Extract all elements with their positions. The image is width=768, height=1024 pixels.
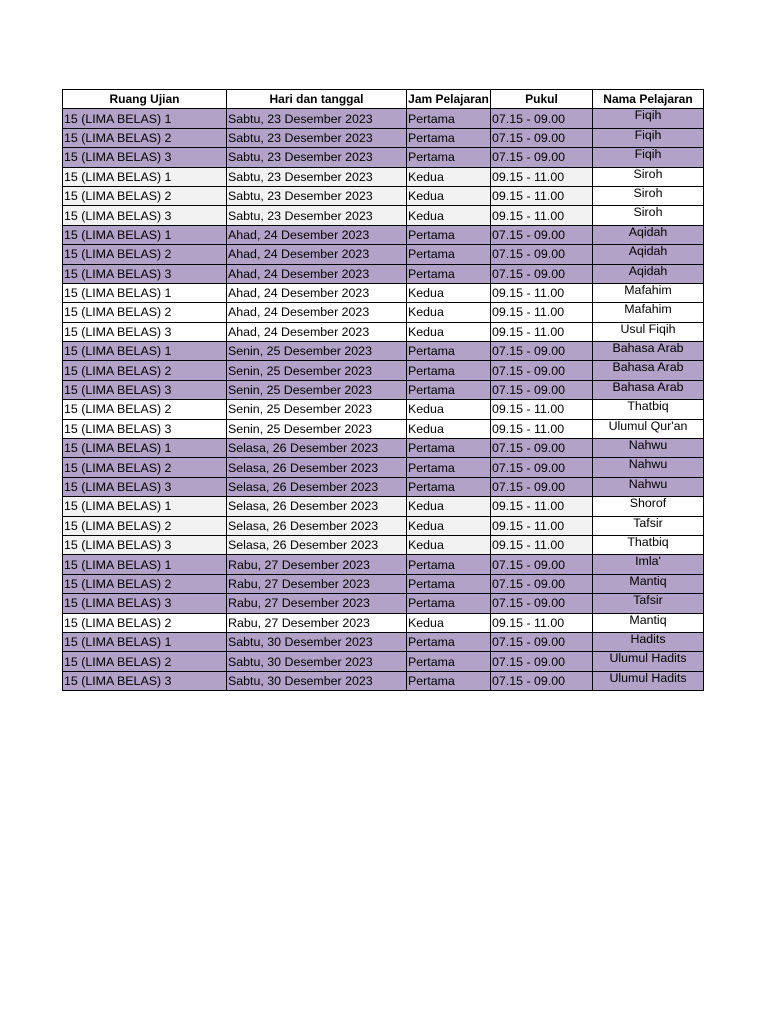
cell-pukul: 07.15 - 09.00: [491, 439, 593, 458]
cell-jam-pelajaran: Pertama: [407, 361, 491, 380]
table-row: [63, 632, 704, 651]
table-row: [63, 574, 704, 593]
cell-nama-pelajaran: Tafsir: [593, 594, 704, 613]
cell-pukul: 07.15 - 09.00: [491, 225, 593, 244]
cell-hari-dan-tanggal: Sabtu, 30 Desember 2023: [227, 671, 407, 690]
cell-hari-dan-tanggal: Sabtu, 23 Desember 2023: [227, 148, 407, 167]
cell-ruang-ujian: 15 (LIMA BELAS) 3: [63, 671, 227, 690]
cell-jam-pelajaran: Kedua: [407, 303, 491, 322]
cell-nama-pelajaran: Nahwu: [593, 439, 704, 458]
cell-pukul: 09.15 - 11.00: [491, 206, 593, 225]
cell-jam-pelajaran: Kedua: [407, 419, 491, 438]
cell-nama-pelajaran: Nahwu: [593, 477, 704, 496]
cell-pukul: 09.15 - 11.00: [491, 167, 593, 186]
cell-hari-dan-tanggal: Ahad, 24 Desember 2023: [227, 245, 407, 264]
table-row: [63, 342, 704, 361]
cell-pukul: 07.15 - 09.00: [491, 361, 593, 380]
table-row: [63, 245, 704, 264]
cell-ruang-ujian: 15 (LIMA BELAS) 1: [63, 283, 227, 302]
cell-jam-pelajaran: Pertama: [407, 458, 491, 477]
cell-nama-pelajaran: Siroh: [593, 167, 704, 186]
cell-ruang-ujian: 15 (LIMA BELAS) 1: [63, 555, 227, 574]
cell-hari-dan-tanggal: Sabtu, 23 Desember 2023: [227, 128, 407, 147]
cell-pukul: 07.15 - 09.00: [491, 671, 593, 690]
cell-nama-pelajaran: Imla': [593, 555, 704, 574]
table-row: [63, 652, 704, 671]
cell-ruang-ujian: 15 (LIMA BELAS) 3: [63, 477, 227, 496]
header-jam-pelajaran: Jam Pelajaran: [407, 90, 491, 109]
cell-jam-pelajaran: Kedua: [407, 400, 491, 419]
cell-jam-pelajaran: Pertama: [407, 594, 491, 613]
cell-hari-dan-tanggal: Senin, 25 Desember 2023: [227, 361, 407, 380]
cell-nama-pelajaran: Aqidah: [593, 264, 704, 283]
cell-ruang-ujian: 15 (LIMA BELAS) 2: [63, 458, 227, 477]
cell-ruang-ujian: 15 (LIMA BELAS) 1: [63, 342, 227, 361]
cell-ruang-ujian: 15 (LIMA BELAS) 1: [63, 439, 227, 458]
cell-hari-dan-tanggal: Selasa, 26 Desember 2023: [227, 439, 407, 458]
cell-hari-dan-tanggal: Sabtu, 23 Desember 2023: [227, 109, 407, 128]
cell-jam-pelajaran: Pertama: [407, 245, 491, 264]
header-hari-dan-tanggal: Hari dan tanggal: [227, 90, 407, 109]
cell-jam-pelajaran: Kedua: [407, 516, 491, 535]
cell-jam-pelajaran: Pertama: [407, 477, 491, 496]
cell-ruang-ujian: 15 (LIMA BELAS) 3: [63, 419, 227, 438]
cell-jam-pelajaran: Pertama: [407, 555, 491, 574]
cell-nama-pelajaran: Aqidah: [593, 225, 704, 244]
cell-hari-dan-tanggal: Ahad, 24 Desember 2023: [227, 225, 407, 244]
cell-hari-dan-tanggal: Rabu, 27 Desember 2023: [227, 613, 407, 632]
cell-jam-pelajaran: Pertama: [407, 342, 491, 361]
cell-ruang-ujian: 15 (LIMA BELAS) 3: [63, 206, 227, 225]
cell-ruang-ujian: 15 (LIMA BELAS) 2: [63, 574, 227, 593]
cell-hari-dan-tanggal: Rabu, 27 Desember 2023: [227, 555, 407, 574]
cell-nama-pelajaran: Usul Fiqih: [593, 322, 704, 341]
cell-nama-pelajaran: Siroh: [593, 206, 704, 225]
cell-jam-pelajaran: Kedua: [407, 283, 491, 302]
cell-pukul: 07.15 - 09.00: [491, 264, 593, 283]
cell-nama-pelajaran: Ulumul Qur'an: [593, 419, 704, 438]
table-row: [63, 400, 704, 419]
table-row: [63, 225, 704, 244]
cell-jam-pelajaran: Kedua: [407, 613, 491, 632]
cell-nama-pelajaran: Bahasa Arab: [593, 361, 704, 380]
cell-ruang-ujian: 15 (LIMA BELAS) 2: [63, 361, 227, 380]
table-body: [63, 109, 704, 691]
exam-schedule-table: [62, 89, 704, 691]
cell-ruang-ujian: 15 (LIMA BELAS) 3: [63, 148, 227, 167]
cell-nama-pelajaran: Tafsir: [593, 516, 704, 535]
cell-hari-dan-tanggal: Sabtu, 30 Desember 2023: [227, 652, 407, 671]
cell-ruang-ujian: 15 (LIMA BELAS) 3: [63, 535, 227, 554]
header-nama-pelajaran: Nama Pelajaran: [593, 90, 704, 109]
table-row: [63, 458, 704, 477]
cell-hari-dan-tanggal: Senin, 25 Desember 2023: [227, 419, 407, 438]
cell-hari-dan-tanggal: Selasa, 26 Desember 2023: [227, 535, 407, 554]
header-ruang-ujian: Ruang Ujian: [63, 90, 227, 109]
cell-nama-pelajaran: Mantiq: [593, 613, 704, 632]
cell-jam-pelajaran: Kedua: [407, 497, 491, 516]
cell-hari-dan-tanggal: Ahad, 24 Desember 2023: [227, 264, 407, 283]
cell-ruang-ujian: 15 (LIMA BELAS) 3: [63, 322, 227, 341]
cell-pukul: 07.15 - 09.00: [491, 109, 593, 128]
cell-pukul: 09.15 - 11.00: [491, 303, 593, 322]
cell-jam-pelajaran: Pertama: [407, 148, 491, 167]
cell-ruang-ujian: 15 (LIMA BELAS) 2: [63, 652, 227, 671]
cell-hari-dan-tanggal: Senin, 25 Desember 2023: [227, 342, 407, 361]
cell-jam-pelajaran: Pertama: [407, 671, 491, 690]
cell-nama-pelajaran: Siroh: [593, 186, 704, 205]
cell-pukul: 09.15 - 11.00: [491, 419, 593, 438]
table-row: [63, 419, 704, 438]
cell-jam-pelajaran: Kedua: [407, 186, 491, 205]
cell-nama-pelajaran: Hadits: [593, 632, 704, 651]
cell-nama-pelajaran: Aqidah: [593, 245, 704, 264]
table-row: [63, 555, 704, 574]
table-row: [63, 148, 704, 167]
table-row: [63, 206, 704, 225]
cell-jam-pelajaran: Pertama: [407, 439, 491, 458]
cell-nama-pelajaran: Mafahim: [593, 283, 704, 302]
cell-hari-dan-tanggal: Selasa, 26 Desember 2023: [227, 516, 407, 535]
cell-hari-dan-tanggal: Senin, 25 Desember 2023: [227, 380, 407, 399]
cell-hari-dan-tanggal: Senin, 25 Desember 2023: [227, 400, 407, 419]
cell-hari-dan-tanggal: Rabu, 27 Desember 2023: [227, 594, 407, 613]
cell-ruang-ujian: 15 (LIMA BELAS) 3: [63, 594, 227, 613]
cell-ruang-ujian: 15 (LIMA BELAS) 3: [63, 264, 227, 283]
cell-nama-pelajaran: Thatbiq: [593, 535, 704, 554]
table-row: [63, 380, 704, 399]
cell-pukul: 07.15 - 09.00: [491, 574, 593, 593]
cell-jam-pelajaran: Pertama: [407, 380, 491, 399]
table-row: [63, 322, 704, 341]
table-row: [63, 613, 704, 632]
cell-pukul: 07.15 - 09.00: [491, 555, 593, 574]
table-row: [63, 283, 704, 302]
cell-ruang-ujian: 15 (LIMA BELAS) 2: [63, 186, 227, 205]
cell-jam-pelajaran: Kedua: [407, 322, 491, 341]
cell-pukul: 07.15 - 09.00: [491, 632, 593, 651]
cell-pukul: 07.15 - 09.00: [491, 477, 593, 496]
cell-jam-pelajaran: Pertama: [407, 574, 491, 593]
table-row: [63, 535, 704, 554]
cell-hari-dan-tanggal: Rabu, 27 Desember 2023: [227, 574, 407, 593]
cell-pukul: 07.15 - 09.00: [491, 148, 593, 167]
table-row: [63, 167, 704, 186]
table-row: [63, 439, 704, 458]
cell-pukul: 09.15 - 11.00: [491, 535, 593, 554]
cell-pukul: 09.15 - 11.00: [491, 516, 593, 535]
table-row: [63, 477, 704, 496]
cell-hari-dan-tanggal: Ahad, 24 Desember 2023: [227, 283, 407, 302]
cell-pukul: 09.15 - 11.00: [491, 497, 593, 516]
cell-pukul: 07.15 - 09.00: [491, 128, 593, 147]
cell-pukul: 09.15 - 11.00: [491, 283, 593, 302]
cell-ruang-ujian: 15 (LIMA BELAS) 3: [63, 380, 227, 399]
table-row: [63, 594, 704, 613]
cell-nama-pelajaran: Fiqih: [593, 109, 704, 128]
cell-hari-dan-tanggal: Ahad, 24 Desember 2023: [227, 303, 407, 322]
cell-nama-pelajaran: Thatbiq: [593, 400, 704, 419]
table-header: [63, 90, 704, 109]
cell-ruang-ujian: 15 (LIMA BELAS) 2: [63, 613, 227, 632]
cell-nama-pelajaran: Ulumul Hadits: [593, 671, 704, 690]
cell-nama-pelajaran: Mafahim: [593, 303, 704, 322]
table-row: [63, 109, 704, 128]
cell-jam-pelajaran: Kedua: [407, 167, 491, 186]
cell-hari-dan-tanggal: Selasa, 26 Desember 2023: [227, 497, 407, 516]
cell-hari-dan-tanggal: Selasa, 26 Desember 2023: [227, 458, 407, 477]
table-row: [63, 671, 704, 690]
cell-pukul: 07.15 - 09.00: [491, 380, 593, 399]
cell-nama-pelajaran: Fiqih: [593, 128, 704, 147]
table-row: [63, 497, 704, 516]
cell-pukul: 09.15 - 11.00: [491, 400, 593, 419]
table-row: [63, 128, 704, 147]
cell-ruang-ujian: 15 (LIMA BELAS) 1: [63, 497, 227, 516]
cell-nama-pelajaran: Bahasa Arab: [593, 342, 704, 361]
cell-jam-pelajaran: Pertama: [407, 632, 491, 651]
cell-ruang-ujian: 15 (LIMA BELAS) 2: [63, 516, 227, 535]
cell-nama-pelajaran: Shorof: [593, 497, 704, 516]
cell-hari-dan-tanggal: Sabtu, 23 Desember 2023: [227, 186, 407, 205]
cell-jam-pelajaran: Pertama: [407, 264, 491, 283]
cell-ruang-ujian: 15 (LIMA BELAS) 1: [63, 109, 227, 128]
table-row: [63, 361, 704, 380]
cell-pukul: 07.15 - 09.00: [491, 594, 593, 613]
cell-ruang-ujian: 15 (LIMA BELAS) 1: [63, 167, 227, 186]
table-row: [63, 264, 704, 283]
cell-pukul: 09.15 - 11.00: [491, 613, 593, 632]
cell-pukul: 07.15 - 09.00: [491, 458, 593, 477]
cell-pukul: 07.15 - 09.00: [491, 342, 593, 361]
cell-nama-pelajaran: Mantiq: [593, 574, 704, 593]
table-row: [63, 303, 704, 322]
table-row: [63, 516, 704, 535]
cell-jam-pelajaran: Pertama: [407, 652, 491, 671]
cell-pukul: 09.15 - 11.00: [491, 186, 593, 205]
cell-hari-dan-tanggal: Selasa, 26 Desember 2023: [227, 477, 407, 496]
cell-ruang-ujian: 15 (LIMA BELAS) 1: [63, 632, 227, 651]
header-pukul: Pukul: [491, 90, 593, 109]
cell-hari-dan-tanggal: Sabtu, 23 Desember 2023: [227, 206, 407, 225]
cell-ruang-ujian: 15 (LIMA BELAS) 1: [63, 225, 227, 244]
cell-hari-dan-tanggal: Ahad, 24 Desember 2023: [227, 322, 407, 341]
cell-ruang-ujian: 15 (LIMA BELAS) 2: [63, 400, 227, 419]
cell-jam-pelajaran: Kedua: [407, 206, 491, 225]
header-row: [63, 90, 704, 109]
cell-pukul: 07.15 - 09.00: [491, 652, 593, 671]
cell-nama-pelajaran: Fiqih: [593, 148, 704, 167]
cell-pukul: 09.15 - 11.00: [491, 322, 593, 341]
cell-pukul: 07.15 - 09.00: [491, 245, 593, 264]
cell-hari-dan-tanggal: Sabtu, 30 Desember 2023: [227, 632, 407, 651]
cell-hari-dan-tanggal: Sabtu, 23 Desember 2023: [227, 167, 407, 186]
cell-nama-pelajaran: Ulumul Hadits: [593, 652, 704, 671]
cell-ruang-ujian: 15 (LIMA BELAS) 2: [63, 245, 227, 264]
cell-jam-pelajaran: Pertama: [407, 225, 491, 244]
table-row: [63, 186, 704, 205]
cell-jam-pelajaran: Pertama: [407, 109, 491, 128]
cell-nama-pelajaran: Bahasa Arab: [593, 380, 704, 399]
cell-nama-pelajaran: Nahwu: [593, 458, 704, 477]
cell-jam-pelajaran: Pertama: [407, 128, 491, 147]
cell-ruang-ujian: 15 (LIMA BELAS) 2: [63, 303, 227, 322]
cell-ruang-ujian: 15 (LIMA BELAS) 2: [63, 128, 227, 147]
cell-jam-pelajaran: Kedua: [407, 535, 491, 554]
